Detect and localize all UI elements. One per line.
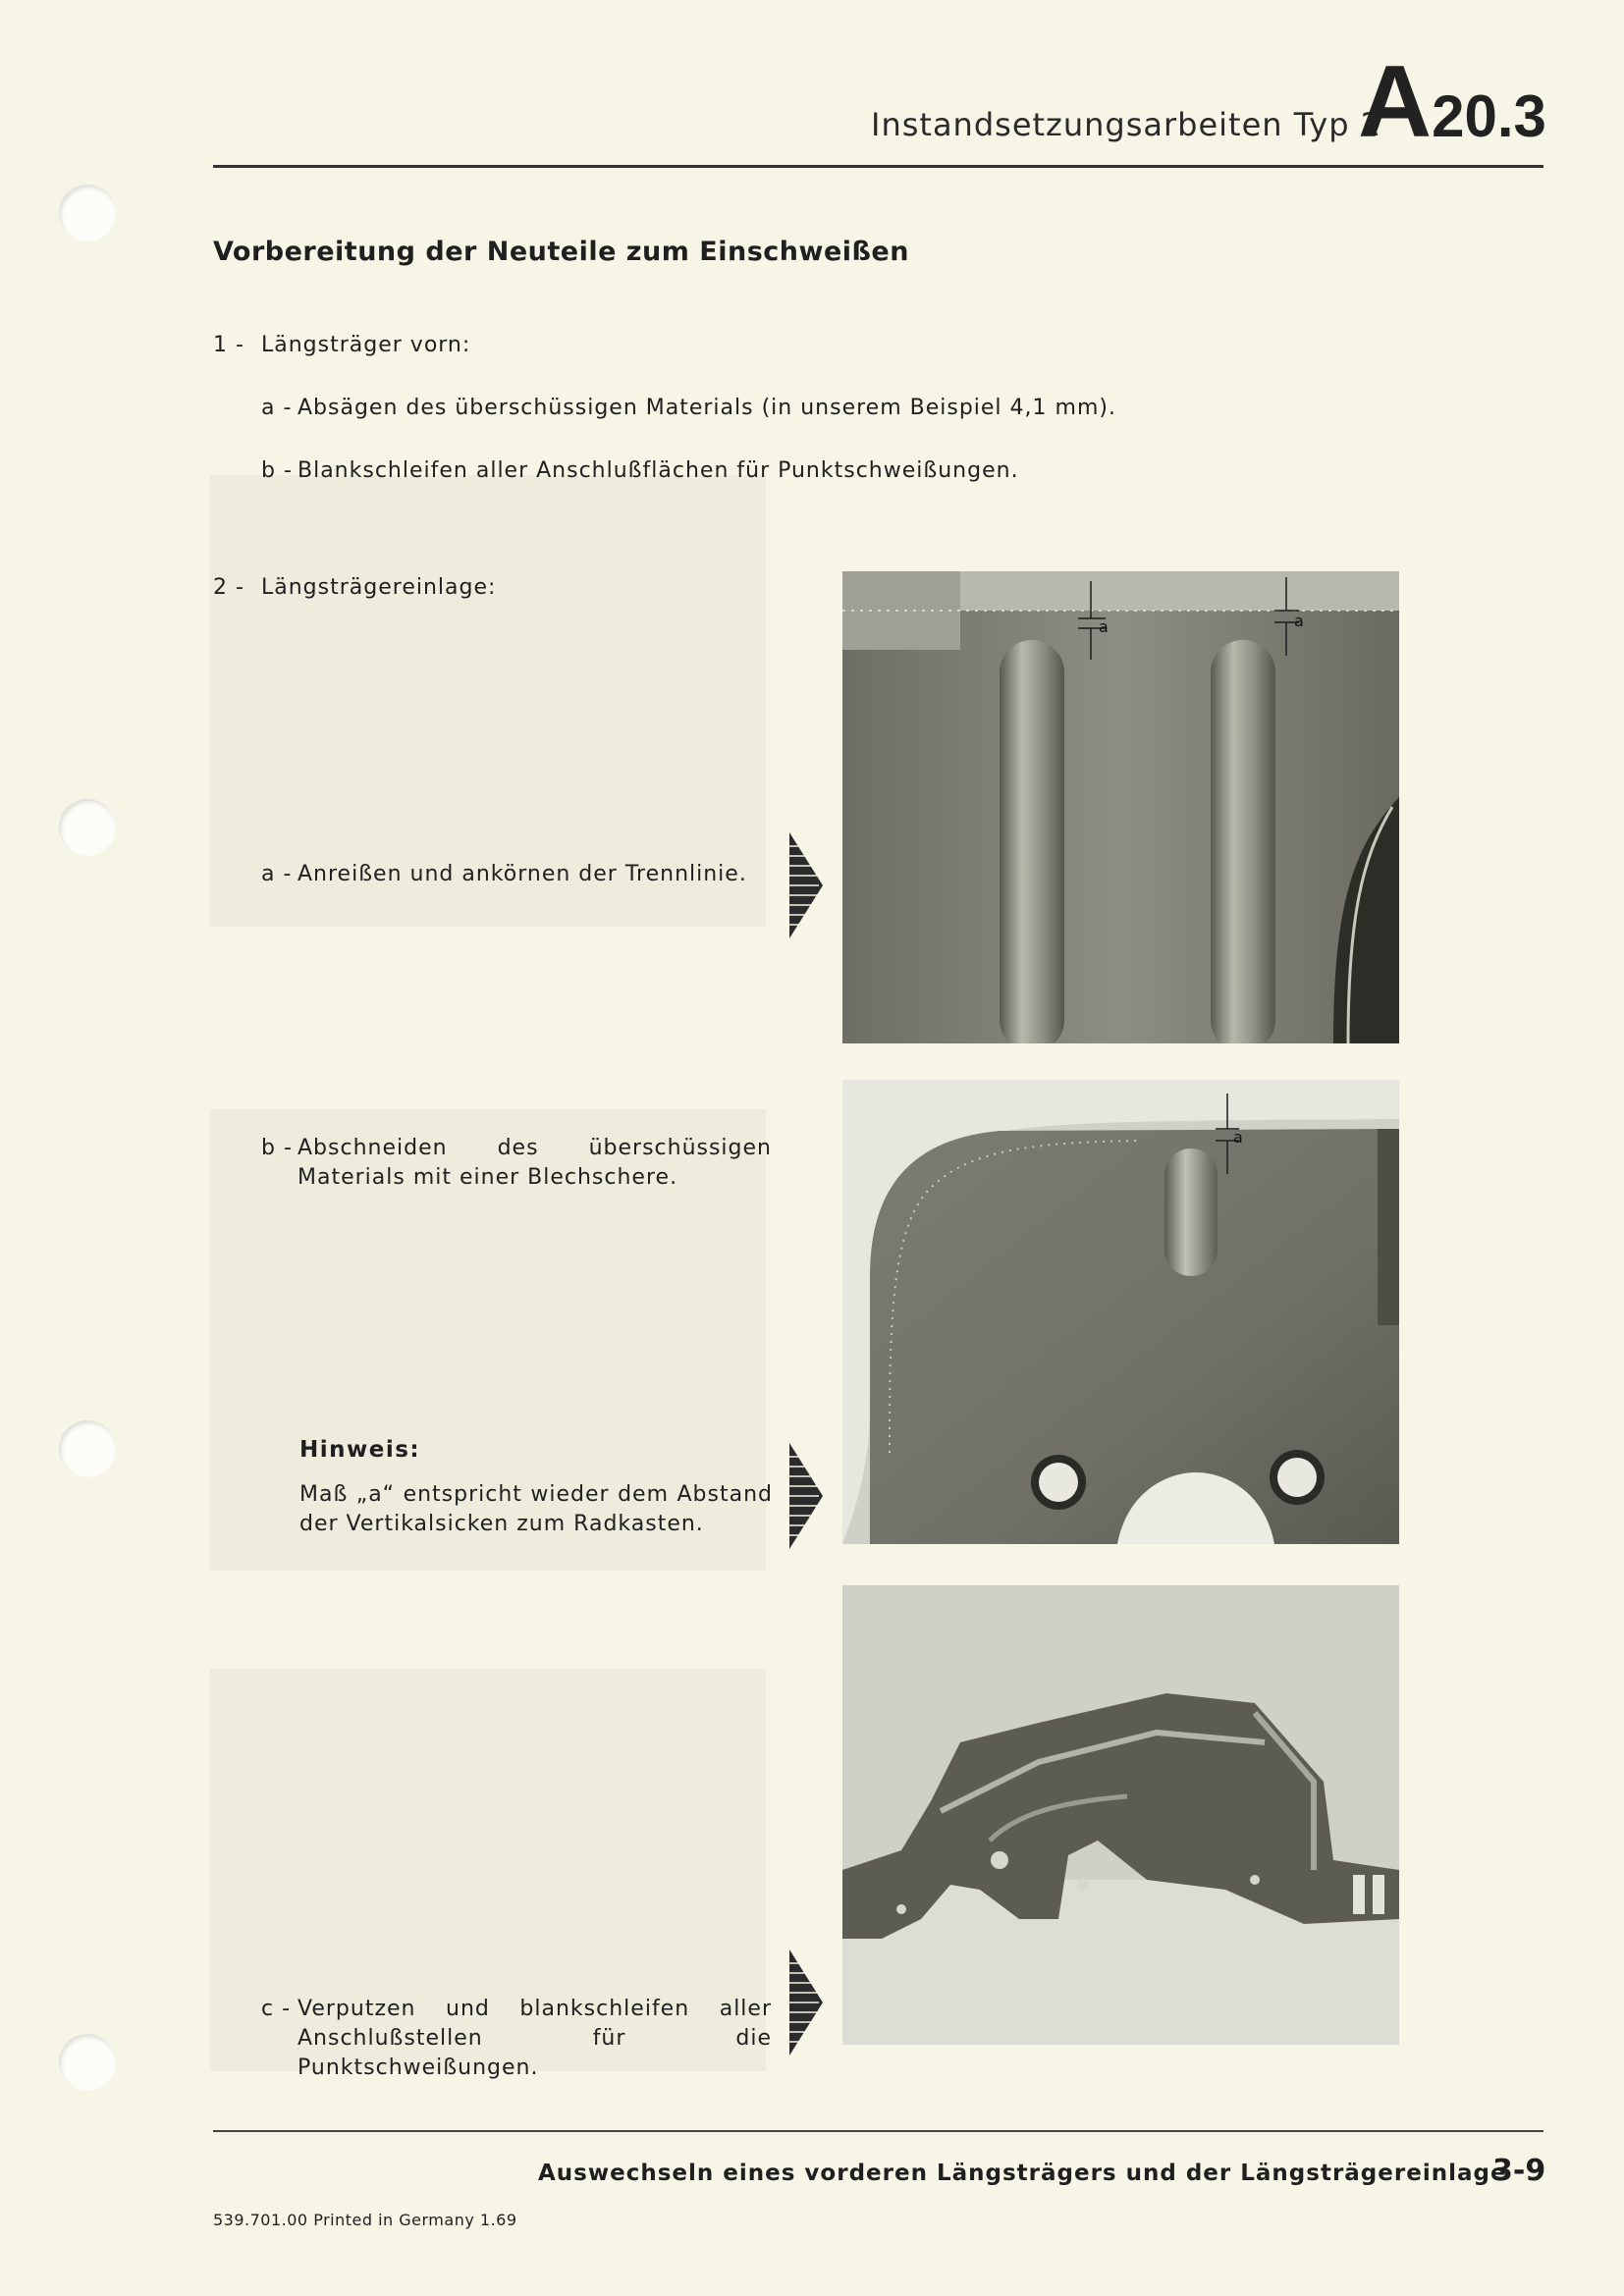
photo-reinforcement-panel [842,1080,1399,1544]
section-code-number: 20.3 [1432,83,1546,149]
step-1-number: 1 - [213,333,244,357]
step-2a-text: Anreißen und ankörnen der Trennlinie. [298,862,747,886]
photo-1-dim-label-1: a [1099,617,1109,636]
header-title: Instandsetzungsarbeiten Typ 2 [871,106,1382,143]
note-title: Hinweis: [299,1437,421,1463]
step-1b-key: b - [261,458,293,483]
section-title: Vorbereitung der Neuteile zum Einschweißen [213,237,909,267]
photo-1-dim-label-2: a [1294,612,1304,630]
step-2c-key: c - [261,1997,292,2021]
step-2-label: Längsträgereinlage: [261,575,497,600]
section-code-letter: A [1358,45,1433,159]
pointer-arrow-2 [789,1443,823,1549]
step-2b [261,1134,772,1193]
step-2a [261,860,772,889]
step-1-label: Längsträger vorn: [261,333,471,357]
step-1a-key: a - [261,396,293,420]
page-number: 3-9 [1492,2154,1546,2188]
punch-hole-4 [59,2034,116,2091]
photo-2-dim-label: a [1233,1128,1243,1147]
step-2b-text: Abschneiden des überschüssigen Materials mit einer Blechschere. [298,1136,772,1190]
photo-sill-beads [842,571,1399,1043]
print-line: 539.701.00 Printed in Germany 1.69 [213,2211,517,2229]
pointer-arrow-1 [789,832,823,938]
section-code [1358,45,1546,159]
step-1a [261,394,1125,423]
photo-trimmed-part [842,1585,1399,2045]
punch-hole-3 [59,1420,116,1477]
punch-hole-1 [59,185,116,241]
step-2c-text: Verputzen und blankschleifen aller Anschlußstellen für die Punktschweißungen. [298,1997,772,2080]
pointer-arrow-3 [789,1949,823,2056]
step-2b-key: b - [261,1136,293,1160]
step-2-number: 2 - [213,575,244,600]
header-rule [213,165,1543,168]
step-1a-text: Absägen des überschüssigen Materials (in unserem Beispiel 4,1 mm). [298,396,1116,420]
step-1b [261,456,1125,486]
text-panel-1 [210,475,766,927]
step-1b-text: Blankschleifen aller Anschlußflächen für Punktschweißungen. [298,458,1019,483]
step-2c [261,1995,772,2083]
step-2a-key: a - [261,862,293,886]
footer-title: Auswechseln eines vorderen Längsträgers und der Längsträgereinlage [538,2161,1507,2186]
note-text: Maß „a“ entspricht wieder dem Abstand der Vertikalsicken zum Radkasten. [299,1482,773,1536]
punch-hole-2 [59,799,116,856]
footer-rule [213,2130,1543,2132]
